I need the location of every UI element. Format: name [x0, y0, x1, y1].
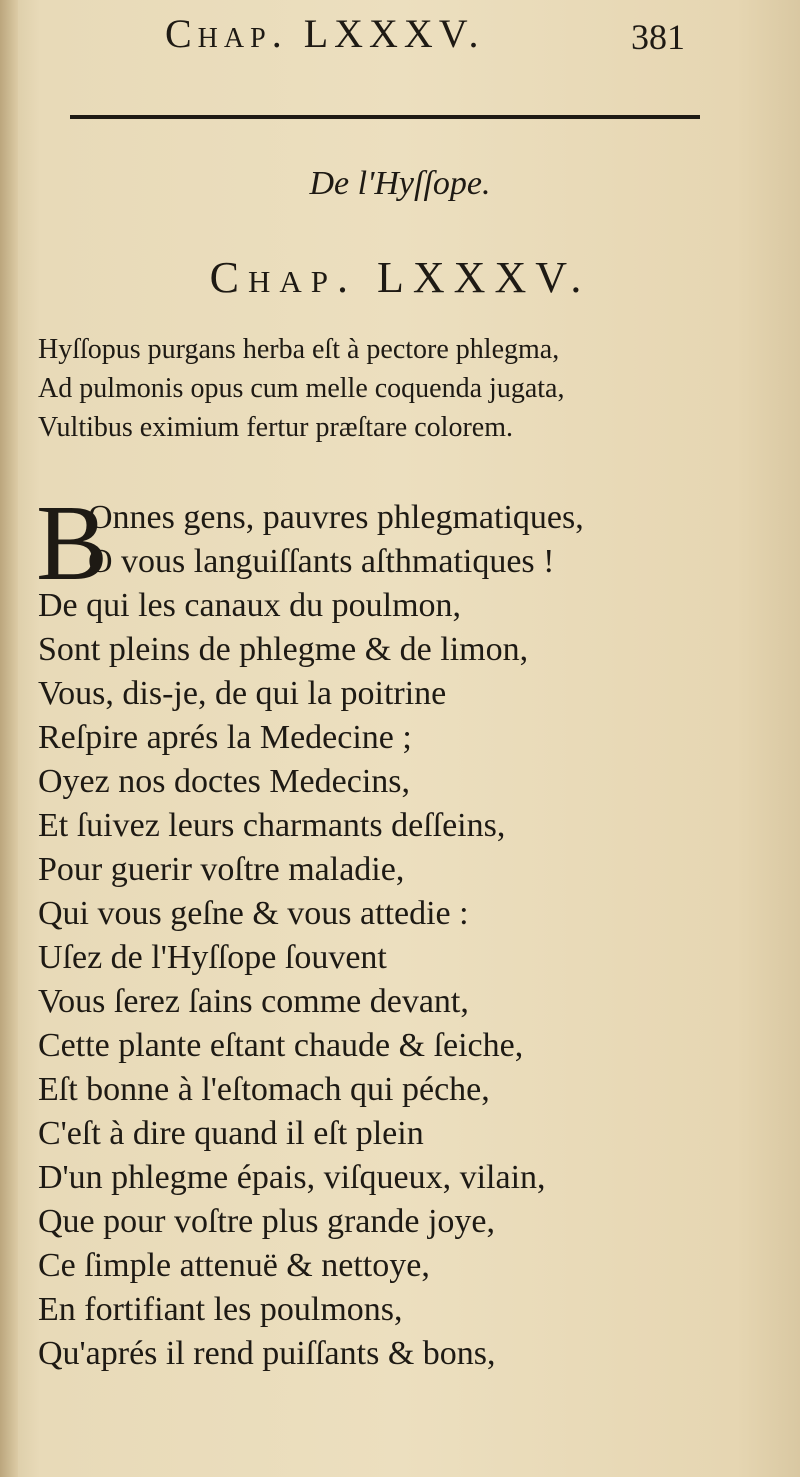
poem-line: D'un phlegme épais, viſqueux, vilain, [38, 1159, 546, 1196]
poem-line: Oyez nos doctes Medecins, [38, 763, 411, 800]
poem-line: Onnes gens, pauvres phlegmatiques, [88, 499, 584, 536]
running-head [165, 10, 685, 60]
poem-line: C'eſt à dire quand il eſt plein [38, 1115, 424, 1152]
epigraph-line: Hyſſopus purgans herba eſt à pectore phlegma, [38, 334, 560, 365]
poem-line: Ce ſimple attenuë & nettoye, [38, 1247, 430, 1284]
poem-line: Que pour voſtre plus grande joye, [38, 1203, 495, 1240]
poem-line: Et ſuivez leurs charmants deſſeins, [38, 807, 506, 844]
epigraph-line: Ad pulmonis opus cum melle coquenda jugata, [38, 373, 565, 404]
latin-epigraph [38, 330, 778, 447]
poem-line: Qui vous geſne & vous attedie : [38, 895, 469, 932]
epigraph-line: Vultibus eximium fertur præſtare colorem. [38, 412, 513, 443]
header-rule [70, 115, 700, 119]
page-gutter [0, 0, 18, 1477]
poem-line: Sont pleins de phlegme & de limon, [38, 631, 529, 668]
poem-line: De qui les canaux du poulmon, [38, 587, 462, 624]
poem-line: En fortifiant les poulmons, [38, 1291, 403, 1328]
poem-line: Eſt bonne à l'eſtomach qui péche, [38, 1071, 490, 1108]
section-title: De l'Hyſſope. [309, 165, 491, 202]
chapter-heading: Chap. LXXXV. [209, 253, 591, 302]
poem-line: Pour guerir voſtre maladie, [38, 851, 405, 888]
page-number: 381 [631, 17, 685, 57]
poem-line: Uſez de l'Hyſſope ſouvent [38, 939, 387, 976]
poem-line: Qu'aprés il rend puiſſants & bons, [38, 1335, 496, 1372]
poem-line: Cette plante eſtant chaude & ſeiche, [38, 1027, 524, 1064]
poem-line: Vous ſerez ſains comme devant, [38, 983, 469, 1020]
drop-cap: B [36, 484, 109, 603]
poem-line: Vous, dis-je, de qui la poitrine [38, 675, 447, 712]
poem-line: O vous languiſſants aſthmatiques ! [88, 543, 555, 580]
poem-line: Reſpire aprés la Medecine ; [38, 719, 412, 756]
running-title: Chap. LXXXV. [165, 11, 485, 56]
